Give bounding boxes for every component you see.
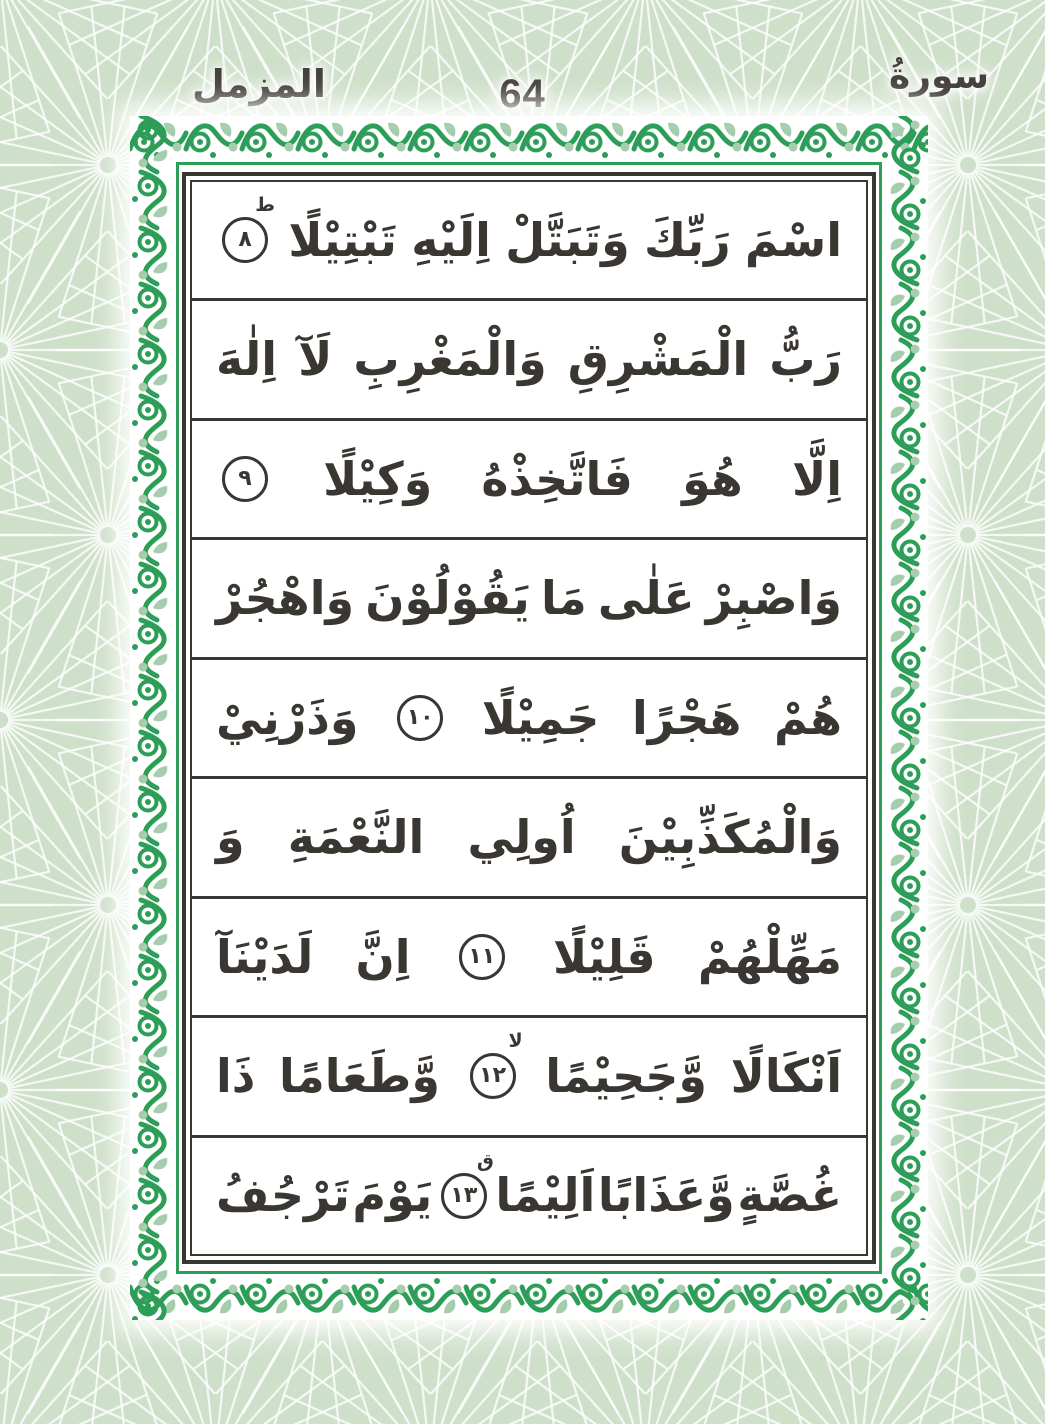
border-band-left xyxy=(130,116,174,1320)
quran-line xyxy=(192,899,866,1018)
ayah-marker xyxy=(470,1030,523,1099)
quran-word: وَّجَحِيْمًا xyxy=(545,1048,708,1103)
quran-word: وَ xyxy=(216,810,245,865)
border-band-right xyxy=(884,116,928,1320)
waqf-sign: لا xyxy=(508,1030,523,1053)
ayah-marker xyxy=(459,934,505,980)
quran-word: اِنَّ xyxy=(355,929,411,984)
quran-word: يَوْمَ xyxy=(352,1168,433,1223)
quran-word: اِلَّا xyxy=(791,451,842,506)
quran-word: اَنْكَالًا xyxy=(730,1048,842,1103)
quran-word: يَقُوْلُوْنَ xyxy=(365,571,530,626)
decorative-border-frame xyxy=(130,116,928,1320)
quran-line xyxy=(192,1138,866,1254)
page-number: 64 xyxy=(499,72,546,116)
quran-word: ذَا xyxy=(216,1048,256,1103)
quran-word: النَّعْمَةِ xyxy=(287,810,425,865)
quran-word: قَلِيْلًا xyxy=(553,929,656,984)
ayah-number: ۱۳ xyxy=(450,1182,478,1208)
surah-word-label: سورةُ xyxy=(889,56,989,97)
quran-line xyxy=(192,1018,866,1137)
ayah-marker xyxy=(222,194,276,263)
ayah-marker xyxy=(441,1149,494,1219)
quran-word: هُوَ xyxy=(682,451,743,506)
quran-word: اِلَيْهِ xyxy=(411,212,491,267)
ayah-number: ۸ xyxy=(238,227,252,253)
quran-word: اِلٰهَ xyxy=(216,332,277,387)
quran-line xyxy=(192,660,866,779)
quran-word: اَلِيْمًا xyxy=(495,1168,596,1223)
quran-line xyxy=(192,779,866,898)
ayah-marker xyxy=(397,695,443,741)
quran-word: تَرْجُفُ xyxy=(216,1168,350,1223)
quran-text-rows xyxy=(190,180,868,1256)
quran-word: هُمْ xyxy=(774,690,842,745)
ayah-number: ۱۱ xyxy=(468,943,496,969)
quran-word: وَّعَذَابًا xyxy=(597,1168,735,1223)
border-band-top xyxy=(130,116,928,160)
quran-word: فَاتَّخِذْهُ xyxy=(481,451,633,506)
surah-name: المزمل xyxy=(192,62,326,106)
quran-word: وَتَبَتَّلْ xyxy=(505,212,630,267)
quran-word: جَمِيْلًا xyxy=(481,690,600,745)
quran-text-table xyxy=(182,172,876,1264)
quran-word: وَالْمَغْرِبِ xyxy=(353,332,547,387)
quran-word: وَّطَعَامًا xyxy=(279,1048,440,1103)
quran-word: رَبِّكَ xyxy=(644,212,731,267)
quran-line xyxy=(192,182,866,301)
quran-word: وَكِيْلًا xyxy=(323,451,433,506)
quran-word: وَالْمُكَذِّبِيْنَ xyxy=(618,810,842,865)
border-band-bottom xyxy=(130,1276,928,1320)
quran-word: مَهِّلْهُمْ xyxy=(697,929,842,984)
ayah-number: ۹ xyxy=(238,466,252,492)
quran-line xyxy=(192,421,866,540)
quran-word: اُولِي xyxy=(467,810,576,865)
quran-word: تَبْتِيْلًا xyxy=(288,212,397,267)
quran-word: وَذَرْنِيْ xyxy=(216,690,359,745)
quran-word: هَجْرًا xyxy=(632,690,742,745)
quran-word: اسْمَ xyxy=(744,212,842,267)
ayah-marker xyxy=(222,456,268,502)
ayah-number: ۱۲ xyxy=(479,1063,507,1089)
quran-word: الْمَشْرِقِ xyxy=(567,332,749,387)
quran-word: وَاصْبِرْ xyxy=(705,571,842,626)
quran-word: لَدَيْنَآ xyxy=(216,929,314,984)
quran-word: غُصَّةٍ xyxy=(737,1168,842,1223)
waqf-sign: ق xyxy=(476,1149,494,1172)
waqf-sign: ط xyxy=(255,194,276,217)
quran-word: وَاهْجُرْ xyxy=(216,571,355,626)
quran-word: مَا xyxy=(540,571,587,626)
quran-line xyxy=(192,301,866,420)
quran-word: لَآ xyxy=(298,332,333,387)
quran-word: عَلٰى xyxy=(597,571,695,626)
quran-line xyxy=(192,540,866,659)
quran-word: رَبُّ xyxy=(769,332,842,387)
ayah-number: ۱۰ xyxy=(406,704,434,730)
